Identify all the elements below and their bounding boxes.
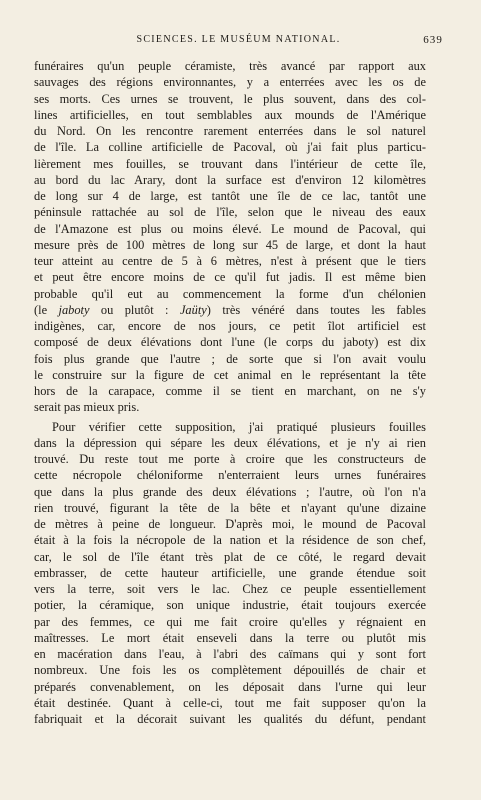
page-number: 639 [423, 34, 443, 46]
text-line: composé de deux élévations dont l'une (le corps du jaboty) est dix [34, 335, 426, 350]
text-line: était à la fois la nécropole de la nation et la résidence de son chef, [34, 533, 426, 548]
text-line-italic: (le jaboty ou plutôt : Jaüty) très vénéré dans toutes les fables [34, 302, 426, 317]
text-line: de long sur 4 de large, est tantôt une île de ce lac, tantôt une [34, 189, 426, 203]
text-line: probable qu'il eut au commencement la forme d'un chélonien [34, 286, 426, 301]
text-line: cette nécropole chéloniforme n'enterraient leurs urnes funéraires [34, 468, 426, 483]
text-line: que dans la plus grande des deux élévations ; l'autre, où l'on n'a [34, 484, 426, 499]
text-line: teur atteint au centre de 5 à 6 mètres, n'est à présent que le tiers [34, 254, 426, 268]
text-line: était destinée. Quant à celle-ci, tout me fait supposer qu'on la [34, 695, 426, 710]
text-line: préparés convenablement, on les déposait dans l'urne qui leur [34, 679, 426, 694]
text-line: sauvages des régions environnantes, y a enterrées avec les os de [34, 75, 426, 90]
text-line: de mètres à peine de longueur. D'après moi, le mound de Pacoval [34, 517, 426, 531]
paragraph-end-line: serait pas mieux pris. [34, 400, 140, 415]
text-line: en macération dans l'eau, à l'abri des caïmans qui y sont fort [34, 647, 426, 661]
text-line: par des femmes, ce qui me fait croire qu'elles y régnaient en [34, 614, 426, 629]
text-line: rien trouvé, figurant la tête de la bête et n'ayant qu'une dizaine [34, 500, 426, 515]
text-line: ses morts. Ces urnes se trouvent, le plus souvent, dans des col- [34, 91, 426, 106]
text-line: trouvé. Du reste tout me porte à croire que les constructeurs de [34, 452, 426, 466]
text-line: au bord du lac Arary, dont la surface est d'environ 12 kilomètres [34, 172, 426, 187]
text-line: le construire sur la figure de cet animal en le représentant la tête [34, 367, 426, 382]
text-line: lièrement mes fouilles, se trouvant dans l'intérieur de cette île, [34, 156, 426, 171]
paragraph-start-line: Pour vérifier cette supposition, j'ai pratiqué plusieurs fouilles [52, 419, 426, 434]
text-line: hors de la carapace, comme il se tient en marchant, on ne s'y [34, 384, 426, 398]
text-line: du Nord. On les rencontre rarement enterrées dans le sol naturel [34, 124, 426, 138]
text-line: nombreux. Une fois les os complètement dépouillés de chair et [34, 663, 426, 678]
text-line: de l'île. La colline artificielle de Pacoval, où j'ai fait plus particu- [34, 140, 426, 155]
running-header [34, 34, 443, 48]
text-line: et peut être encore moins de ce qu'il fut jadis. Il est même bien [34, 270, 426, 285]
text-line: vers la terre, soit vers le lac. Chez ce peuple essentiellement [34, 582, 426, 596]
text-line: fois plus grande que l'autre ; de sorte que si l'on avait voulu [34, 351, 426, 366]
text-line: maîtresses. Le mort était enseveli dans la terre ou plutôt mis [34, 630, 426, 645]
body-text [34, 58, 426, 727]
text-line: lines artificielles, en tout semblables aux mounds de l'Amérique [34, 107, 426, 122]
text-line: fabriquait et la décorait suivant les qualités du défunt, pendant [34, 712, 426, 726]
text-line: mesure près de 100 mètres de long sur 45 de large, et dont la haut [34, 237, 426, 252]
text-line: dans la dépression qui sépare les deux élévations, et je n'y ai rien [34, 435, 426, 450]
text-line: péninsule rattachée au sol de l'île, selon que le niveau des eaux [34, 205, 426, 220]
text-line: potier, la céramique, son unique industrie, était toujours exercée [34, 598, 426, 613]
text-line: embrasser, de cette hauteur artificielle, une grande étendue soit [34, 565, 426, 580]
text-line: car, le sol de l'île étant très plat de ce côté, le regard devait [34, 549, 426, 564]
running-title: SCIENCES. LE MUSÉUM NATIONAL. [136, 34, 341, 45]
text-line: funéraires qu'un peuple céramiste, très avancé par rapport aux [34, 59, 426, 73]
text-line: indigènes, car, encore de nos jours, ce petit îlot artificiel est [34, 319, 426, 333]
text-line: de l'Amazone est plus ou moins élevé. Le mound de Pacoval, qui [34, 221, 426, 236]
